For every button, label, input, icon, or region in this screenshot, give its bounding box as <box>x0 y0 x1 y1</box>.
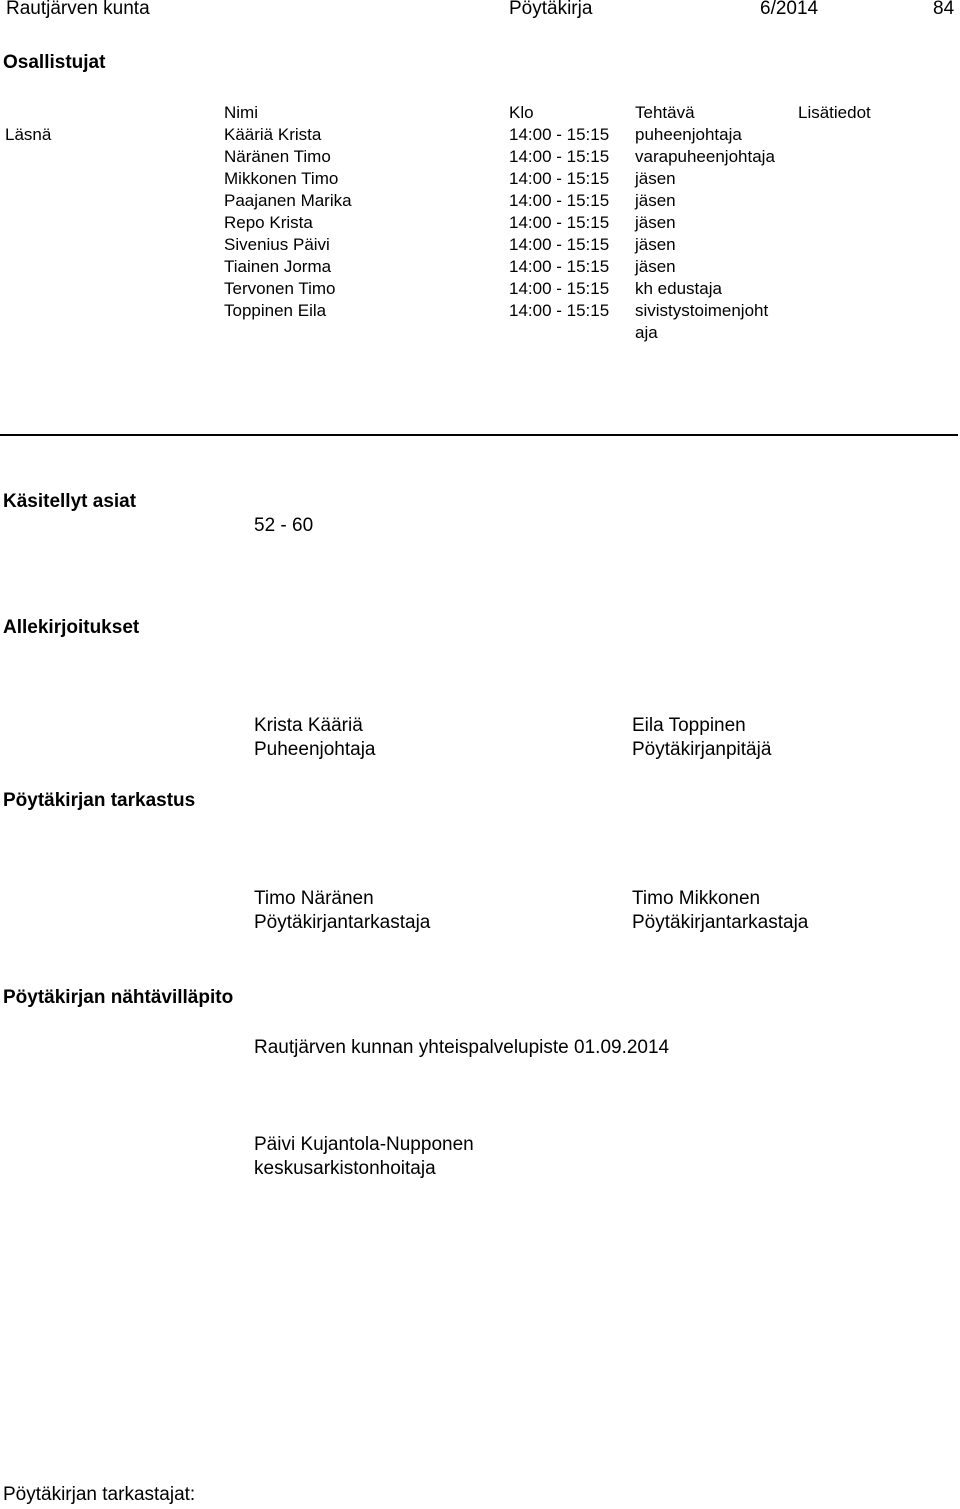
section-divider <box>0 434 958 436</box>
document-type: Pöytäkirja <box>509 0 593 19</box>
handled-items-range: 52 - 60 <box>254 515 314 536</box>
secretary-name: Eila Toppinen <box>632 715 746 736</box>
participant-role: varapuheenjohtaja <box>635 147 775 166</box>
signatures-heading: Allekirjoitukset <box>3 617 140 638</box>
attendance-status: Läsnä <box>5 125 52 144</box>
participant-role: jäsen <box>635 191 676 210</box>
reviewer-1-name: Timo Näränen <box>254 888 374 909</box>
participant-time: 14:00 - 15:15 <box>509 147 610 166</box>
reviewer-2-role: Pöytäkirjantarkastaja <box>632 912 809 933</box>
col-header-name: Nimi <box>224 103 258 122</box>
participant-time: 14:00 - 15:15 <box>509 191 610 210</box>
page-number: 84 <box>933 0 955 19</box>
chair-role: Puheenjohtaja <box>254 739 376 760</box>
participant-role: jäsen <box>635 213 676 232</box>
participant-name: Sivenius Päivi <box>224 235 330 254</box>
public-display-heading: Pöytäkirjan nähtävilläpito <box>3 987 234 1008</box>
participant-time: 14:00 - 15:15 <box>509 125 610 144</box>
participant-name: Kääriä Krista <box>224 125 322 144</box>
participant-role-continuation: aja <box>635 323 658 342</box>
participant-time: 14:00 - 15:15 <box>509 279 610 298</box>
col-header-time: Klo <box>509 103 534 122</box>
participant-time: 14:00 - 15:15 <box>509 235 610 254</box>
participant-role: jäsen <box>635 257 676 276</box>
participant-name: Mikkonen Timo <box>224 169 339 188</box>
participant-role: jäsen <box>635 169 676 188</box>
participant-name: Repo Krista <box>224 213 313 232</box>
participant-name: Toppinen Eila <box>224 301 327 320</box>
participant-role: kh edustaja <box>635 279 722 298</box>
secretary-role: Pöytäkirjanpitäjä <box>632 739 772 760</box>
participant-time: 14:00 - 15:15 <box>509 169 610 188</box>
participant-time: 14:00 - 15:15 <box>509 257 610 276</box>
footer-reviewers-label: Pöytäkirjan tarkastajat: <box>3 1484 196 1505</box>
participant-time: 14:00 - 15:15 <box>509 301 610 320</box>
participant-role: sivistystoimenjoht <box>635 301 769 320</box>
archivist-name: Päivi Kujantola-Nupponen <box>254 1134 474 1155</box>
participant-role: jäsen <box>635 235 676 254</box>
municipality-name: Rautjärven kunta <box>6 0 150 19</box>
participant-name: Paajanen Marika <box>224 191 352 210</box>
reviewer-1-role: Pöytäkirjantarkastaja <box>254 912 431 933</box>
participant-time: 14:00 - 15:15 <box>509 213 610 232</box>
public-display-text: Rautjärven kunnan yhteispalvelupiste 01.09.2014 <box>254 1037 670 1058</box>
document-number: 6/2014 <box>760 0 819 19</box>
review-heading: Pöytäkirjan tarkastus <box>3 790 196 811</box>
col-header-notes: Lisätiedot <box>798 103 871 122</box>
participant-role: puheenjohtaja <box>635 125 742 144</box>
reviewer-2-name: Timo Mikkonen <box>632 888 761 909</box>
participant-name: Tervonen Timo <box>224 279 336 298</box>
handled-items-heading: Käsitellyt asiat <box>3 491 137 512</box>
participant-name: Tiainen Jorma <box>224 257 332 276</box>
col-header-role: Tehtävä <box>635 103 695 122</box>
participant-name: Näränen Timo <box>224 147 331 166</box>
chair-name: Krista Kääriä <box>254 715 363 736</box>
participants-heading: Osallistujat <box>3 52 106 73</box>
archivist-title: keskusarkistonhoitaja <box>254 1158 436 1179</box>
